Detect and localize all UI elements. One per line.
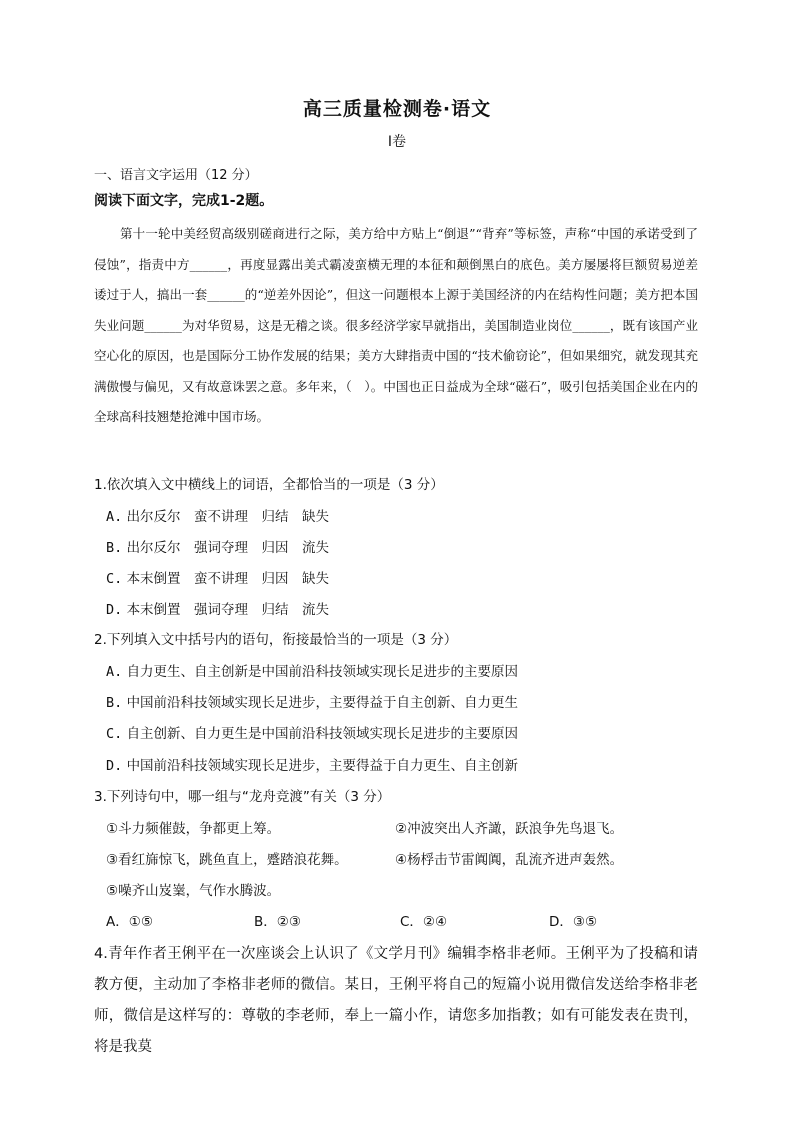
question-1-option-b: [106, 536, 329, 556]
question-3-option-d: D．③⑤: [549, 914, 598, 930]
option-text: 中国前沿科技领域实现长足进步，主要得益于自主创新、自力更生: [126, 695, 519, 711]
option-label: C.: [106, 571, 123, 587]
question-4-text: 4.青年作者王俐平在一次座谈会上认识了《文学月刊》编辑李格非老师。王俐平为了投稿和请教方便，主动加了李格非老师的微信。某日，王俐平将自己的短篇小说用微信发送给李格非老师，微信是这样写的：尊敬的李老师，奉上一篇小作，请您多加指教；如有可能发表在贵刊，将是我莫: [94, 946, 698, 1055]
poem-line-4: ④杨桴击节雷阗阗，乱流齐进声轰然。: [395, 852, 624, 868]
option-text: 本末倒置 强词夺理 归结 流失: [126, 602, 330, 618]
question-1-stem: 1.依次填入文中横线上的词语，全都恰当的一项是（3 分）: [94, 477, 444, 493]
reading-passage: 第十一轮中美经贸高级别磋商进行之际，美方给中方贴上“倒退”“背弃”等标签，声称“中国的承诺受到了侵蚀”，指责中方______，再度显露出美式霸凌蛮横无理的本征和颠倒黑白的底色。美方屡屡将巨额贸易逆差诿过于人，搞出一套______的“逆差外因论”，但这一问题根本上源于美国经济的内在结构性问题；美方把本国失业问题______为对华贸易，这是无稽之谈。很多经济学家早就指出，美国制造业岗位______，既有该国产业空心化的原因，也是国际分工协作发展的结果；美方大肆指责中国的“技术偷窃论”，但如果细究，就发现其充满傲慢与偏见，又有故意诛罢之意。多年来，（ ）。中国也正日益成为全球“磁石”，吸引包括美国企业在内的全球高科技翘楚抢滩中国市场。: [94, 226, 698, 424]
reading-instruction: 阅读下面文字，完成1-2题。: [94, 193, 274, 209]
question-3-option-a: A．①⑤: [106, 914, 153, 930]
question-3-option-b: B．②③: [254, 914, 301, 930]
option-label: B.: [106, 695, 123, 711]
option-text: 自主创新、自力更生是中国前沿科技领域实现长足进步的主要原因: [126, 726, 519, 742]
option-label: A.: [106, 509, 123, 525]
option-text: 本末倒置 蛮不讲理 归因 缺失: [126, 571, 330, 587]
option-label: D.: [106, 758, 123, 774]
poem-line-3: ③看红旆惊飞，跳鱼直上，蹙踏浪花舞。: [106, 852, 348, 868]
exam-title: 高三质量检测卷·语文: [302, 98, 492, 120]
poem-line-5: ⑤噪齐山岌嶪，气作水腾波。: [106, 883, 281, 899]
option-label: B.: [106, 540, 123, 556]
question-2-option-a: [106, 660, 518, 680]
poem-line-1: ①斗力频催鼓，争都更上筹。: [106, 821, 281, 837]
question-1-option-a: [106, 505, 329, 525]
question-3-option-c: C．②④: [400, 914, 448, 930]
question-2-stem: 2.下列填入文中括号内的语句，衔接最恰当的一项是（3 分）: [94, 632, 458, 648]
option-text: 自力更生、自主创新是中国前沿科技领域实现长足进步的主要原因: [126, 664, 519, 680]
option-label: C.: [106, 726, 123, 742]
volume-label: Ⅰ卷: [387, 134, 407, 150]
question-2-option-b: [106, 691, 518, 711]
question-3-stem: 3.下列诗句中，哪一组与“龙舟竞渡”有关（3 分）: [94, 789, 391, 805]
option-label: D.: [106, 602, 123, 618]
section-heading: 一、语言文字运用（12 分）: [94, 168, 258, 183]
question-1-option-c: [106, 567, 329, 587]
option-text: 中国前沿科技领域实现长足进步，主要得益于自力更生、自主创新: [126, 758, 519, 774]
question-1-option-d: [106, 598, 329, 618]
poem-line-2: ②冲波突出人齐譀，跃浪争先鸟退飞。: [395, 821, 624, 837]
option-text: 出尔反尔 蛮不讲理 归结 缺失: [126, 509, 330, 525]
question-2-option-d: [106, 754, 518, 774]
option-label: A.: [106, 664, 123, 680]
option-text: 出尔反尔 强词夺理 归因 流失: [126, 540, 330, 556]
question-2-option-c: [106, 722, 518, 742]
